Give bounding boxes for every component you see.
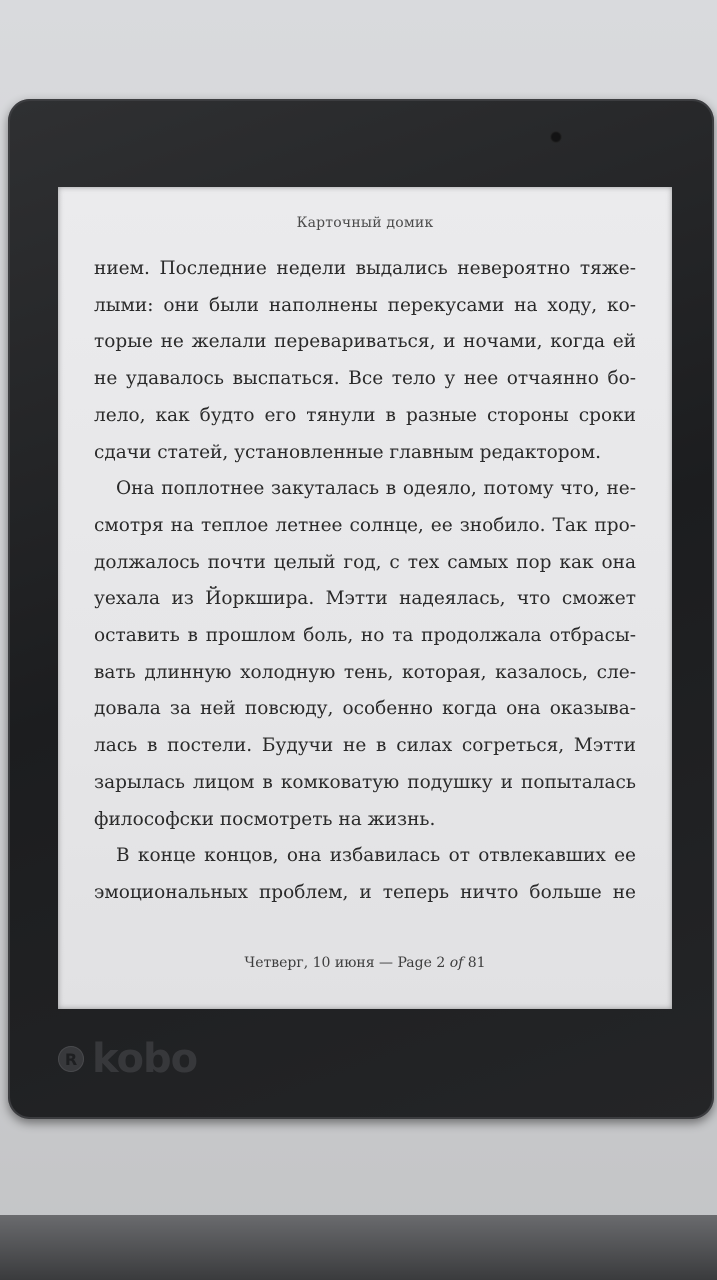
text-line: вать длинную холодную тень, которая, казалось, сле- [94, 661, 636, 683]
book-title: Карточный домик [296, 215, 434, 231]
ereader-device [8, 99, 714, 1119]
text-line: Она поплотнее закуталась в одеяло, потому что, не- [116, 478, 636, 500]
light-sensor [550, 131, 562, 143]
reader-screen[interactable] [58, 187, 672, 1009]
kobo-circle-logo-icon: R [58, 1046, 84, 1072]
text-line: В конце концов, она избавилась от отвлекавших ее [116, 845, 636, 867]
paragraph [94, 471, 636, 838]
brand-wordmark: kobo [92, 1036, 198, 1082]
footer-total-pages: 81 [467, 955, 486, 971]
text-line: довала за ней повсюду, особенно когда она оказыва- [94, 698, 636, 720]
footer-current-page: 2 [436, 955, 446, 971]
text-line: лыми: они были наполнены перекусами на ходу, ко- [94, 294, 636, 316]
text-line: уехала из Йоркшира. Мэтти надеялась, что сможет [94, 588, 636, 610]
text-line: сдачи статей, установленные главным редактором. [94, 441, 602, 463]
footer-separator: — [374, 955, 398, 971]
text-line: философски посмотреть на жизнь. [94, 808, 436, 830]
text-line: торые не желали перевариваться, и ночами, когда ей [94, 331, 636, 353]
text-line: оставить в прошлом боль, но та продолжала отбрасы- [94, 625, 636, 647]
text-line: лело, как будто его тянули в разные стороны сроки [94, 404, 636, 426]
page-footer [58, 955, 672, 971]
footer-of-label: of [449, 955, 464, 971]
text-line: смотря на теплое летнее солнце, ее знобило. Так про- [94, 514, 636, 536]
text-line: нием. Последние недели выдались невероятно тяже- [94, 258, 636, 279]
desk-surface [0, 1215, 717, 1280]
page-text [94, 251, 636, 912]
footer-date: Четверг, 10 июня [244, 955, 375, 971]
paragraph [94, 251, 636, 471]
footer-page-label: Page [397, 955, 432, 971]
text-line: эмоциональных проблем, и теперь ничто больше не [94, 881, 636, 903]
text-line: не удавалось выспаться. Все тело у нее отчаянно бо- [94, 368, 636, 390]
paragraph [94, 838, 636, 911]
text-line: лась в постели. Будучи не в силах согреться, Мэтти [94, 735, 636, 757]
text-line: должалось почти целый год, с тех самых пор как она [94, 551, 636, 573]
text-line: зарылась лицом в комковатую подушку и попыталась [94, 771, 636, 793]
brand-logo [58, 1037, 197, 1081]
